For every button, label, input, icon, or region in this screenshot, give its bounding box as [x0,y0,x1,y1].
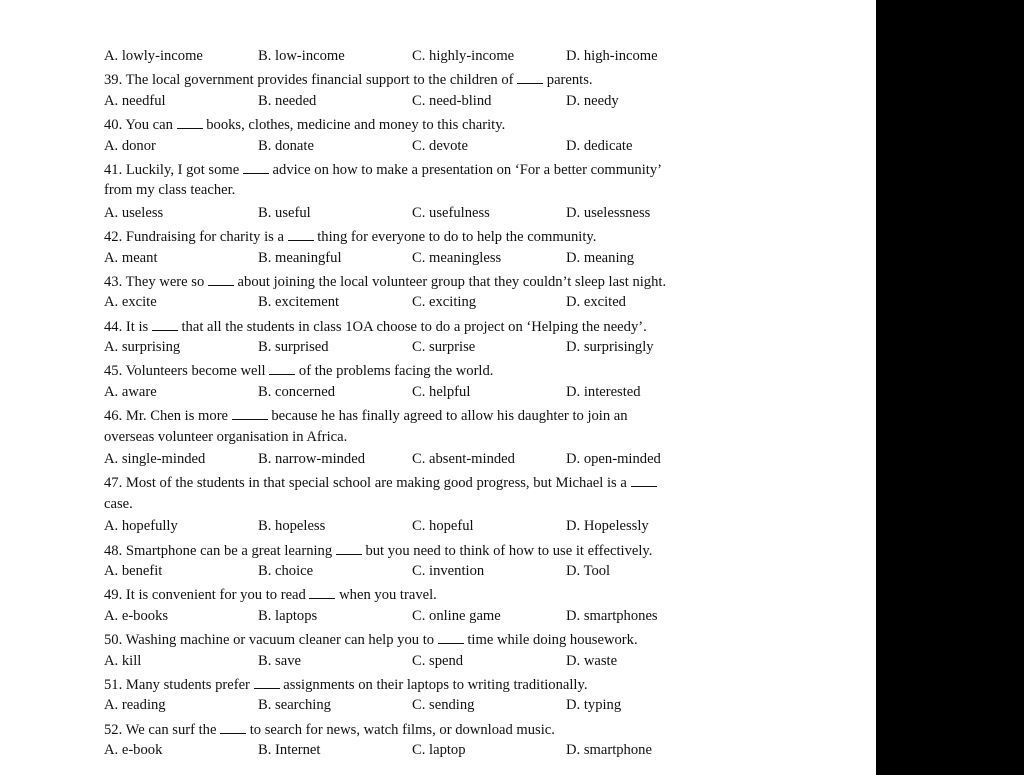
option-a[interactable]: A. single-minded [104,451,206,468]
option-c[interactable]: C. highly-income [412,48,515,64]
option-c[interactable]: C. laptop [412,742,466,759]
question-text: The local government provides financial support to the children of [125,72,518,89]
question-text: to search for news, watch films, or download music. [246,721,555,738]
question-stem [104,157,804,179]
question-text: They were so [125,273,208,290]
option-c[interactable]: C. devote [412,137,468,154]
question-stem [104,538,804,560]
question-list [104,45,804,762]
question-stem-continued [104,179,804,201]
option-a[interactable]: A. donor [104,137,156,154]
question-number: 41. [104,161,126,178]
question-stem [104,224,804,246]
option-d[interactable]: D. smartphones [566,607,658,624]
options-row [104,605,804,627]
options-row [104,291,804,313]
option-a[interactable]: A. excite [104,294,157,311]
question-number: 39. [104,72,126,89]
options-row [104,694,804,716]
question-text: time while doing housework. [463,632,638,649]
question-text: when you travel. [335,587,437,604]
option-c[interactable]: C. need-blind [412,92,492,109]
option-b[interactable]: B. narrow-minded [258,451,365,468]
question-number: 42. [104,229,126,246]
question-number: 48. [104,542,126,559]
question-stem [104,717,804,739]
option-b[interactable]: B. save [258,652,301,669]
answer-blank[interactable] [269,358,295,375]
question-text: case. [104,495,133,512]
option-c[interactable]: C. helpful [412,383,471,400]
options-row [104,135,804,157]
option-c[interactable]: C. meaningless [412,249,502,266]
question-stem-continued [104,426,804,448]
options-row [104,336,804,358]
option-b[interactable]: B. concerned [258,383,335,400]
question-text: that all the students in class 1OA choose to do a project on ‘Helping the needy’. [177,318,647,335]
option-d[interactable]: D. Hopelessly [566,518,649,535]
option-b[interactable]: B. useful [258,204,311,221]
question-text: It is convenient for you to read [125,587,310,604]
option-a[interactable]: A. surprising [104,339,181,356]
answer-blank[interactable] [438,627,464,644]
option-d[interactable]: D. Tool [566,562,611,579]
option-b[interactable]: B. low-income [258,48,345,64]
option-a[interactable]: A. lowly-income [104,48,203,64]
option-c[interactable]: C. spend [412,652,464,669]
option-d[interactable]: D. interested [566,383,641,400]
question-stem [104,269,804,291]
option-b[interactable]: B. searching [258,697,331,714]
question-text: of the problems facing the world. [295,363,494,380]
question-number: 40. [104,117,126,134]
question-text: It is [125,318,152,335]
option-a[interactable]: A. reading [104,697,166,714]
question-stem [104,112,804,134]
question-text: thing for everyone to do to help the community. [313,229,597,246]
options-row [104,448,804,470]
option-d[interactable]: D. open-minded [566,451,661,468]
answer-blank[interactable] [631,470,657,487]
option-c[interactable]: C. absent-minded [412,451,515,468]
options-row [104,381,804,403]
question-text: You can [125,117,177,134]
answer-blank[interactable] [309,582,335,599]
question-number: 51. [104,676,126,693]
question-text: Washing machine or vacuum cleaner can help you to [125,632,438,649]
option-d[interactable]: D. needy [566,92,619,109]
options-row [104,45,804,67]
question-stem [104,358,804,380]
option-b[interactable]: B. needed [258,92,317,109]
question-number: 45. [104,363,126,380]
option-a[interactable]: A. hopefully [104,518,178,535]
question-text: Fundraising for charity is a [125,229,288,246]
option-c[interactable]: C. invention [412,562,485,579]
question-text: from my class teacher. [104,182,236,199]
option-d[interactable]: D. high-income [566,48,658,64]
question-text: Mr. Chen is more [125,408,232,425]
answer-blank[interactable] [152,314,178,331]
question-text: Many students prefer [125,676,254,693]
option-d[interactable]: D. uselessness [566,204,651,221]
question-text: Volunteers become well [125,363,270,380]
question-text: parents. [543,72,593,89]
option-a[interactable]: A. kill [104,652,142,669]
question-stem [104,672,804,694]
option-b[interactable]: B. laptops [258,607,318,624]
answer-blank[interactable] [336,538,362,555]
answer-blank[interactable] [243,157,269,174]
option-a[interactable]: A. meant [104,249,158,266]
option-a[interactable]: A. e-books [104,607,169,624]
options-row [104,560,804,582]
option-b[interactable]: B. hopeless [258,518,326,535]
question-stem-continued [104,493,804,515]
question-text: We can surf the [125,721,221,738]
option-c[interactable]: C. surprise [412,339,476,356]
option-d[interactable]: D. meaning [566,249,635,266]
question-number: 44. [104,318,126,335]
answer-blank[interactable] [517,67,543,84]
question-number: 47. [104,475,126,492]
question-stem [104,314,804,336]
option-c[interactable]: C. online game [412,607,501,624]
option-d[interactable]: D. dedicate [566,137,633,154]
option-d[interactable]: D. typing [566,697,622,714]
question-text: but you need to think of how to use it effectively. [361,542,653,559]
option-a[interactable]: A. aware [104,383,157,400]
option-b[interactable]: B. donate [258,137,314,154]
options-row [104,650,804,672]
option-c[interactable]: C. sending [412,697,475,714]
option-a[interactable]: A. useless [104,204,164,221]
answer-blank[interactable] [220,717,246,734]
option-b[interactable]: B. Internet [258,742,321,759]
question-text: about joining the local volunteer group that they couldn’t sleep last night. [233,273,667,290]
question-text: assignments on their laptops to writing traditionally. [279,676,588,693]
question-text: Most of the students in that special school are making good progress, but Michael is a [125,475,631,492]
option-b[interactable]: B. meaningful [258,249,342,266]
option-a[interactable]: A. needful [104,92,166,109]
option-c[interactable]: C. exciting [412,294,477,311]
question-stem [104,627,804,649]
answer-blank[interactable] [288,224,314,241]
option-c[interactable]: C. usefulness [412,204,490,221]
question-text: because he has finally agreed to allow his daughter to join an [267,408,628,425]
question-number: 52. [104,721,126,738]
option-d[interactable]: D. smartphone [566,742,652,759]
option-d[interactable]: D. excited [566,294,626,311]
options-row [104,90,804,112]
question-stem [104,403,804,425]
options-row [104,247,804,269]
option-d[interactable]: D. surprisingly [566,339,654,356]
answer-blank[interactable] [232,403,268,420]
question-number: 46. [104,408,126,425]
options-row [104,739,804,761]
question-number: 50. [104,632,126,649]
question-text: books, clothes, medicine and money to this charity. [202,117,506,134]
option-b[interactable]: B. surprised [258,339,329,356]
question-stem [104,470,804,492]
options-row [104,515,804,537]
question-stem [104,67,804,89]
option-a[interactable]: A. e-book [104,742,163,759]
options-row [104,202,804,224]
option-c[interactable]: C. hopeful [412,518,474,535]
answer-blank[interactable] [254,672,280,689]
option-d[interactable]: D. waste [566,652,618,669]
question-number: 43. [104,273,126,290]
option-b[interactable]: B. excitement [258,294,340,311]
option-a[interactable]: A. benefit [104,562,163,579]
question-text: Luckily, I got some [125,161,243,178]
question-number: 49. [104,587,126,604]
question-text: Smartphone can be a great learning [125,542,336,559]
answer-blank[interactable] [177,112,203,129]
question-text: overseas volunteer organisation in Africa. [104,428,348,445]
question-text: advice on how to make a presentation on ‘For a better community’ [268,161,662,178]
question-stem [104,582,804,604]
option-b[interactable]: B. choice [258,562,314,579]
answer-blank[interactable] [208,269,234,286]
